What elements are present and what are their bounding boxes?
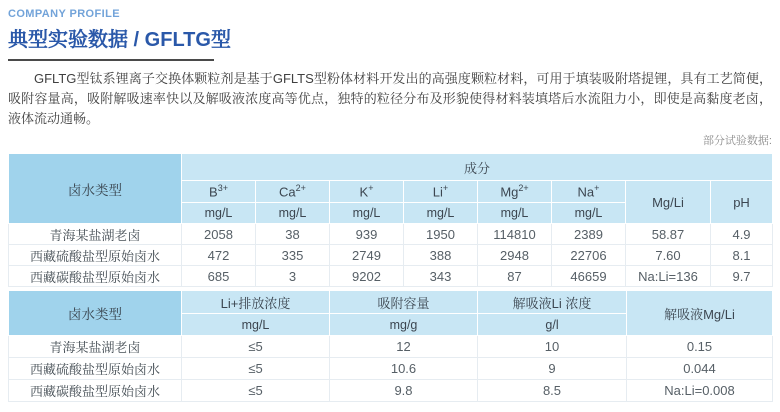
ion-header-k: K+ [330, 181, 404, 203]
table-row [9, 266, 773, 287]
col-header-desorbed-mg-li: 解吸液Mg/Li [627, 291, 773, 336]
unit-cell: mg/L [256, 203, 330, 224]
value-cell: 9.8 [330, 380, 478, 402]
value-cell: 0.15 [627, 336, 773, 358]
value-cell: 939 [330, 224, 404, 245]
col-header-mg-li-ratio: Mg/Li [626, 181, 711, 224]
value-cell: 10 [478, 336, 627, 358]
brine-name: 青海某盐湖老卤 [9, 224, 182, 245]
table-row [9, 224, 773, 245]
value-cell: 8.1 [711, 245, 773, 266]
table-row [9, 358, 773, 380]
value-cell: 46659 [552, 266, 626, 287]
brine-name: 西藏碳酸盐型原始卤水 [9, 266, 182, 287]
unit-cell: mg/g [330, 314, 478, 336]
performance-table [8, 290, 773, 402]
table-row [9, 245, 773, 266]
unit-cell: mg/L [182, 314, 330, 336]
page-title: 典型实验数据 / GFLTG型 [8, 29, 231, 51]
value-cell: 114810 [478, 224, 552, 245]
value-cell: 9.7 [711, 266, 773, 287]
composition-table [8, 153, 773, 287]
partial-data-note: 部分试验数据: [702, 135, 772, 147]
brine-name: 西藏碳酸盐型原始卤水 [9, 380, 182, 402]
value-cell: 388 [404, 245, 478, 266]
unit-cell: mg/L [182, 203, 256, 224]
value-cell: 58.87 [626, 224, 711, 245]
value-cell: 9 [478, 358, 627, 380]
col-header-adsorption-capacity: 吸附容量 [330, 291, 478, 314]
value-cell: 12 [330, 336, 478, 358]
value-cell: ≤5 [182, 380, 330, 402]
value-cell: 10.6 [330, 358, 478, 380]
brine-name: 西藏硫酸盐型原始卤水 [9, 358, 182, 380]
unit-cell: mg/L [552, 203, 626, 224]
value-cell: 335 [256, 245, 330, 266]
col-header-desorbed-li-conc: 解吸液Li 浓度 [478, 291, 627, 314]
col-header-brine-type: 卤水类型 [9, 154, 182, 224]
value-cell: 0.044 [627, 358, 773, 380]
value-cell: 2749 [330, 245, 404, 266]
value-cell: Na:Li=136 [626, 266, 711, 287]
section-eyebrow: COMPANY PROFILE [8, 8, 120, 20]
value-cell: 7.60 [626, 245, 711, 266]
value-cell: 38 [256, 224, 330, 245]
ion-header-b: $B^{3+}$ [182, 181, 256, 203]
col-header-li-discharge: Li+排放浓度 [182, 291, 330, 314]
value-cell: 472 [182, 245, 256, 266]
value-cell: Na:Li=0.008 [627, 380, 773, 402]
ion-header-na: Na+ [552, 181, 626, 203]
group-header-composition: 成分 [182, 154, 773, 181]
value-cell: 343 [404, 266, 478, 287]
ion-header-mg: $Mg^{2+}$ [478, 181, 552, 203]
value-cell: 2389 [552, 224, 626, 245]
value-cell: 87 [478, 266, 552, 287]
value-cell: ≤5 [182, 336, 330, 358]
value-cell: 685 [182, 266, 256, 287]
unit-cell: g/l [478, 314, 627, 336]
value-cell: 3 [256, 266, 330, 287]
brine-name: 西藏硫酸盐型原始卤水 [9, 245, 182, 266]
col-header-ph: pH [711, 181, 773, 224]
value-cell: 22706 [552, 245, 626, 266]
brine-name: 青海某盐湖老卤 [9, 336, 182, 358]
intro-paragraph: GFLTG型钛系锂离子交换体颗粒剂是基于GFLTS型粉体材料开发出的高强度颗粒材料，可用于填装吸附塔提锂，具有工艺简便，吸附容量高，吸附解吸速率快以及解吸液浓度高等优点，独特的粒径分布及形貌使得材料装填塔后水流阻力小，即使是高黏度老卤，液体流动通畅。 [8, 71, 772, 126]
table-row [9, 336, 773, 358]
value-cell: 9202 [330, 266, 404, 287]
value-cell: 2948 [478, 245, 552, 266]
col-header-brine-type: 卤水类型 [9, 291, 182, 336]
unit-cell: mg/L [478, 203, 552, 224]
unit-cell: mg/L [404, 203, 478, 224]
title-underline [8, 59, 214, 61]
unit-cell: mg/L [330, 203, 404, 224]
ion-header-li: Li+ [404, 181, 478, 203]
value-cell: ≤5 [182, 358, 330, 380]
table-row [9, 380, 773, 402]
value-cell: 8.5 [478, 380, 627, 402]
ion-header-ca: $Ca^{2+}$ [256, 181, 330, 203]
value-cell: 4.9 [711, 224, 773, 245]
value-cell: 1950 [404, 224, 478, 245]
value-cell: 2058 [182, 224, 256, 245]
